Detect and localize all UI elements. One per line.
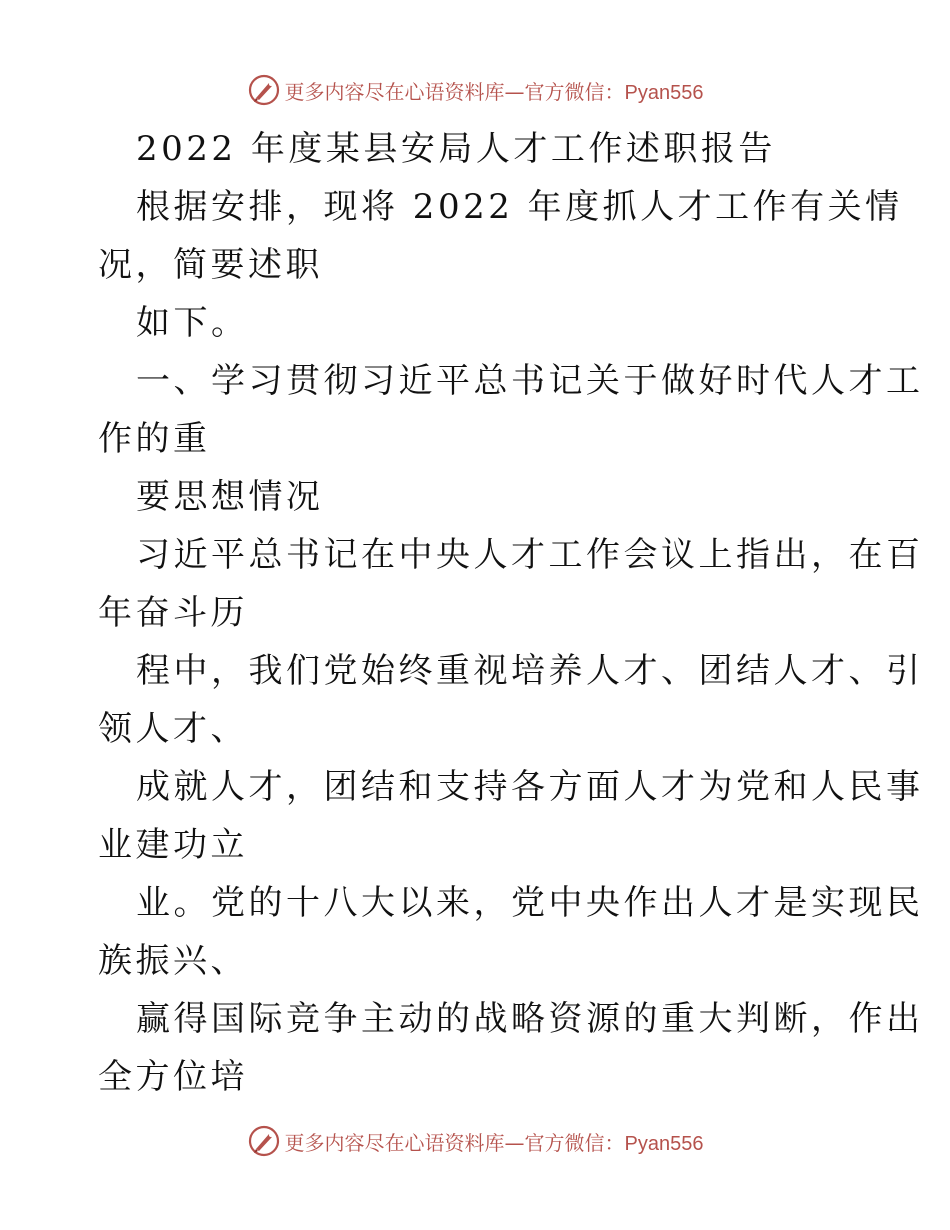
watermark-brand: 更多内容尽在心语资料库 [284, 79, 505, 104]
document-line: 成就人才，团结和支持各方面人才为党和人民事 [136, 767, 924, 807]
document-line: 业建功立 [98, 825, 248, 865]
document-line: 赢得国际竞争主动的战略资源的重大判断，作出 [136, 999, 924, 1039]
watermark-separator: — [504, 79, 525, 104]
watermark-wechat-id: Pyan556 [624, 1132, 704, 1155]
document-line: 2022 年度某县安局人才工作述职报告 [136, 129, 776, 169]
document-line: 要思想情况 [136, 477, 324, 517]
watermark-text [285, 1127, 704, 1156]
document-line: 如下。 [136, 303, 249, 343]
watermark-separator: — [504, 1130, 525, 1155]
watermark-official: 官方微信： [524, 79, 625, 104]
document-line: 根据安排，现将 2022 年度抓人才工作有关情 [136, 187, 903, 227]
document-line: 程中，我们党始终重视培养人才、团结人才、引 [136, 651, 924, 691]
watermark-official: 官方微信： [524, 1130, 625, 1155]
document-line: 况，简要述职 [98, 245, 323, 285]
document-line: 一、学习贯彻习近平总书记关于做好时代人才工 [136, 361, 924, 401]
watermark-text [285, 76, 704, 105]
document-line: 作的重 [98, 419, 211, 459]
watermark-brand: 更多内容尽在心语资料库 [284, 1130, 505, 1155]
document-line: 习近平总书记在中央人才工作会议上指出，在百 [136, 535, 924, 575]
footer-watermark [0, 1121, 950, 1161]
document-line: 业。党的十八大以来，党中央作出人才是实现民 [136, 883, 924, 923]
document-line: 年奋斗历 [98, 593, 248, 633]
pen-logo-icon [247, 1124, 281, 1158]
header-watermark [0, 70, 950, 110]
document-line: 领人才、 [98, 709, 248, 749]
document-body [98, 120, 924, 1106]
document-line: 全方位培 [98, 1057, 248, 1097]
pen-logo-icon [247, 73, 281, 107]
watermark-wechat-id: Pyan556 [624, 81, 704, 104]
document-line: 族振兴、 [98, 941, 248, 981]
